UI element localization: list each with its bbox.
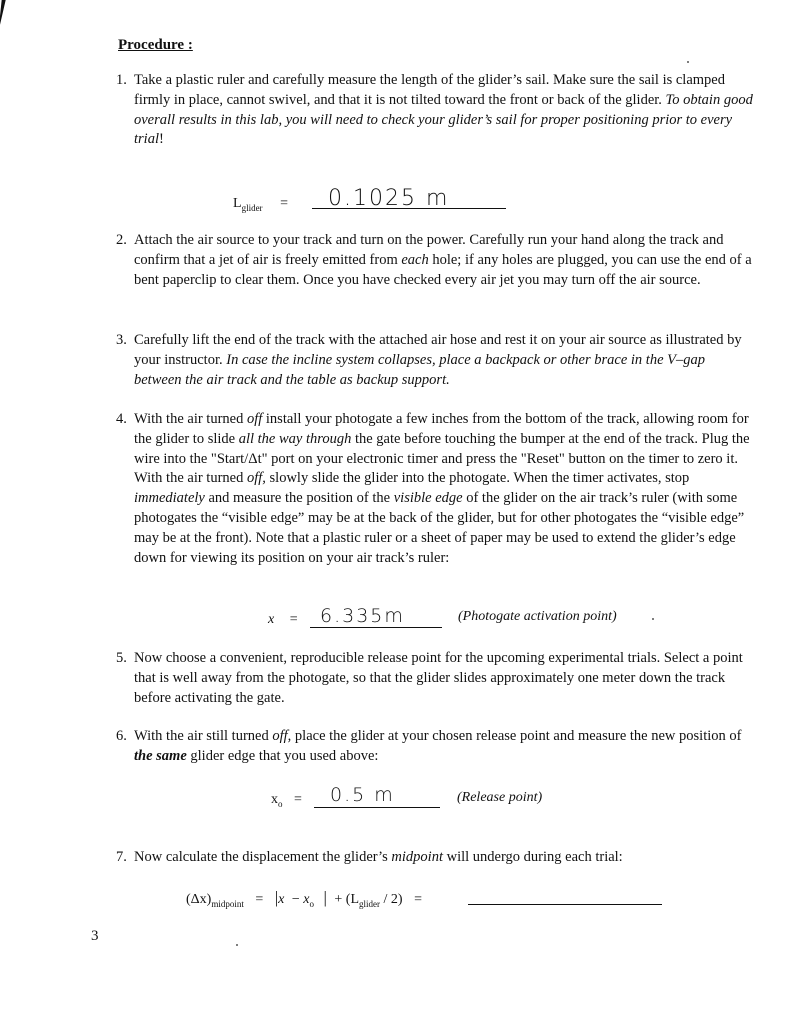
step-text-segment: place the glider at your chosen release point and measure the new position of	[291, 728, 742, 744]
step-text-segment: visible edge	[393, 490, 463, 507]
step-text-segment: the gate before touching the bumper at the end of the track. Plug the wire into the "Start/Δt" port on your electronic timer and press the "Reset" button on the timer to zero it. With the air turned	[134, 430, 750, 487]
equals-sign: =	[255, 892, 264, 907]
step-number: 4.	[116, 411, 127, 427]
step-number: 6.	[116, 728, 127, 744]
photogate-activation-note: (Photogate activation point)	[458, 609, 617, 624]
step-text-segment: hole; if any holes are plugged, you can use the end of a bent paperclip to clear them. Once you have checked every air jet you may turn off the air source.	[134, 251, 752, 288]
release-point-equation	[271, 792, 302, 809]
midpoint-displacement-equation	[186, 888, 422, 909]
equals-sign: =	[414, 892, 422, 907]
delta-x-symbol: (Δx)	[186, 892, 212, 907]
step-text-segment: each	[401, 251, 429, 268]
x0-subscript: o	[278, 798, 283, 809]
step-number: 3.	[116, 332, 127, 348]
step	[116, 848, 756, 868]
step-text	[116, 649, 756, 708]
equals-sign: =	[280, 196, 288, 211]
release-point-note: (Release point)	[457, 790, 543, 805]
step-text-segment: glider edge that you used above:	[186, 747, 379, 764]
step-text-segment: With the air still turned	[134, 728, 273, 744]
plus-l-glider: + (L	[334, 892, 360, 907]
step-number: 7.	[116, 849, 127, 865]
glider-length-subscript: glider	[241, 202, 263, 213]
x0-symbol: x	[271, 792, 278, 807]
step-text-segment: all the way through	[238, 430, 352, 447]
step-text-segment: and measure the position of the	[204, 490, 394, 507]
step-number: 5.	[116, 650, 127, 666]
step	[116, 331, 756, 390]
abs-close: |	[323, 888, 327, 907]
step-text-segment: off,	[272, 728, 292, 744]
glider-length-symbol: L	[233, 196, 242, 211]
step-text	[116, 848, 756, 868]
glider-length-handwritten-value: 0.1025 m	[328, 186, 450, 211]
step-number: 2.	[116, 232, 127, 248]
step-text-segment: Attach the air source to your track and turn on the power. Carefully run your hand along the track and confirm that a jet of air is freely emitted from	[134, 232, 724, 268]
corner-mark	[0, 0, 6, 32]
step-text-segment: To obtain good overall results in this lab, you will need to check your glider’s sail for proper positioning prior to every trial	[134, 91, 753, 148]
step-text-segment: Now choose a convenient, reproducible release point for the upcoming experimental trials. Select a point that is well away from the photogate, so that the glider slides approximately one meter down the track before activating the gate.	[134, 650, 743, 706]
step-text	[116, 331, 756, 390]
step-text-segment: !	[158, 131, 164, 148]
x0-symbol: x	[303, 892, 310, 907]
step-text-segment: In case the incline system collapses, place a backpack or other brace in the V–gap between the air track and the table as backup support.	[134, 351, 706, 388]
glider-length-equation	[233, 196, 288, 213]
step-text-segment: Now calculate the displacement the glider’s	[134, 849, 392, 865]
step	[116, 71, 756, 150]
step-text-segment: immediately	[134, 490, 205, 507]
equals-sign: =	[294, 792, 302, 807]
divide-by-two: / 2)	[380, 892, 403, 907]
speck	[687, 61, 689, 63]
step-text	[116, 410, 756, 568]
speck	[652, 618, 654, 620]
step	[116, 649, 756, 708]
step-number: 1.	[116, 72, 127, 88]
step-text-segment: install your photogate a few inches from the bottom of the track, allowing room for the glider to slide	[134, 411, 749, 447]
step-text-segment: Take a plastic ruler and carefully measure the length of the glider’s sail. Make sure the sail is clamped firmly in place, cannot swivel, and that it is not tilted toward the front or back of the glider.	[134, 72, 725, 108]
glider-subscript: glider	[359, 898, 381, 909]
step-text-segment: the same	[134, 747, 187, 764]
step	[116, 410, 756, 568]
photogate-position-handwritten-value: 6.335m	[320, 605, 405, 627]
speck	[236, 944, 238, 946]
equals-sign: =	[289, 612, 298, 627]
midpoint-displacement-answer-line[interactable]	[468, 884, 662, 905]
abs-open: |	[274, 888, 279, 907]
release-point-handwritten-value: 0.5 m	[330, 784, 395, 806]
step-text-segment: of the glider on the air track’s ruler (with some photogates the “visible edge” may be at the back of the glider, but for other photogates the “visible edge” may be at the front). Note that a plastic ruler or a sheet of paper may be used to extend the glider’s edge down for viewing its position on your air track’s ruler:	[134, 490, 745, 566]
midpoint-subscript: midpoint	[211, 898, 244, 909]
page-number: 3	[91, 928, 99, 944]
step-text	[116, 231, 756, 290]
step-text-segment: off,	[246, 470, 266, 487]
x0-subscript: o	[309, 898, 314, 909]
step-text-segment: Carefully lift the end of the track with the attached air hose and rest it on your air source as illustrated by your instructor.	[134, 332, 742, 368]
step-text	[116, 727, 756, 767]
step-text-segment: slowly slide the glider into the photogate. When the timer activates, stop	[265, 470, 690, 487]
step	[116, 727, 756, 767]
step-text-segment: With the air turned	[134, 411, 247, 427]
step	[116, 231, 756, 290]
minus-sign: −	[291, 892, 300, 907]
photogate-position-equation	[268, 612, 298, 628]
step-text-segment: off	[246, 411, 263, 427]
step-text-segment: will undergo during each trial:	[442, 849, 623, 865]
step-text	[116, 71, 756, 150]
x-symbol: x	[268, 612, 275, 627]
x-symbol: x	[278, 892, 285, 907]
step-text-segment: midpoint	[391, 849, 443, 865]
procedure-heading: Procedure :	[118, 37, 193, 53]
